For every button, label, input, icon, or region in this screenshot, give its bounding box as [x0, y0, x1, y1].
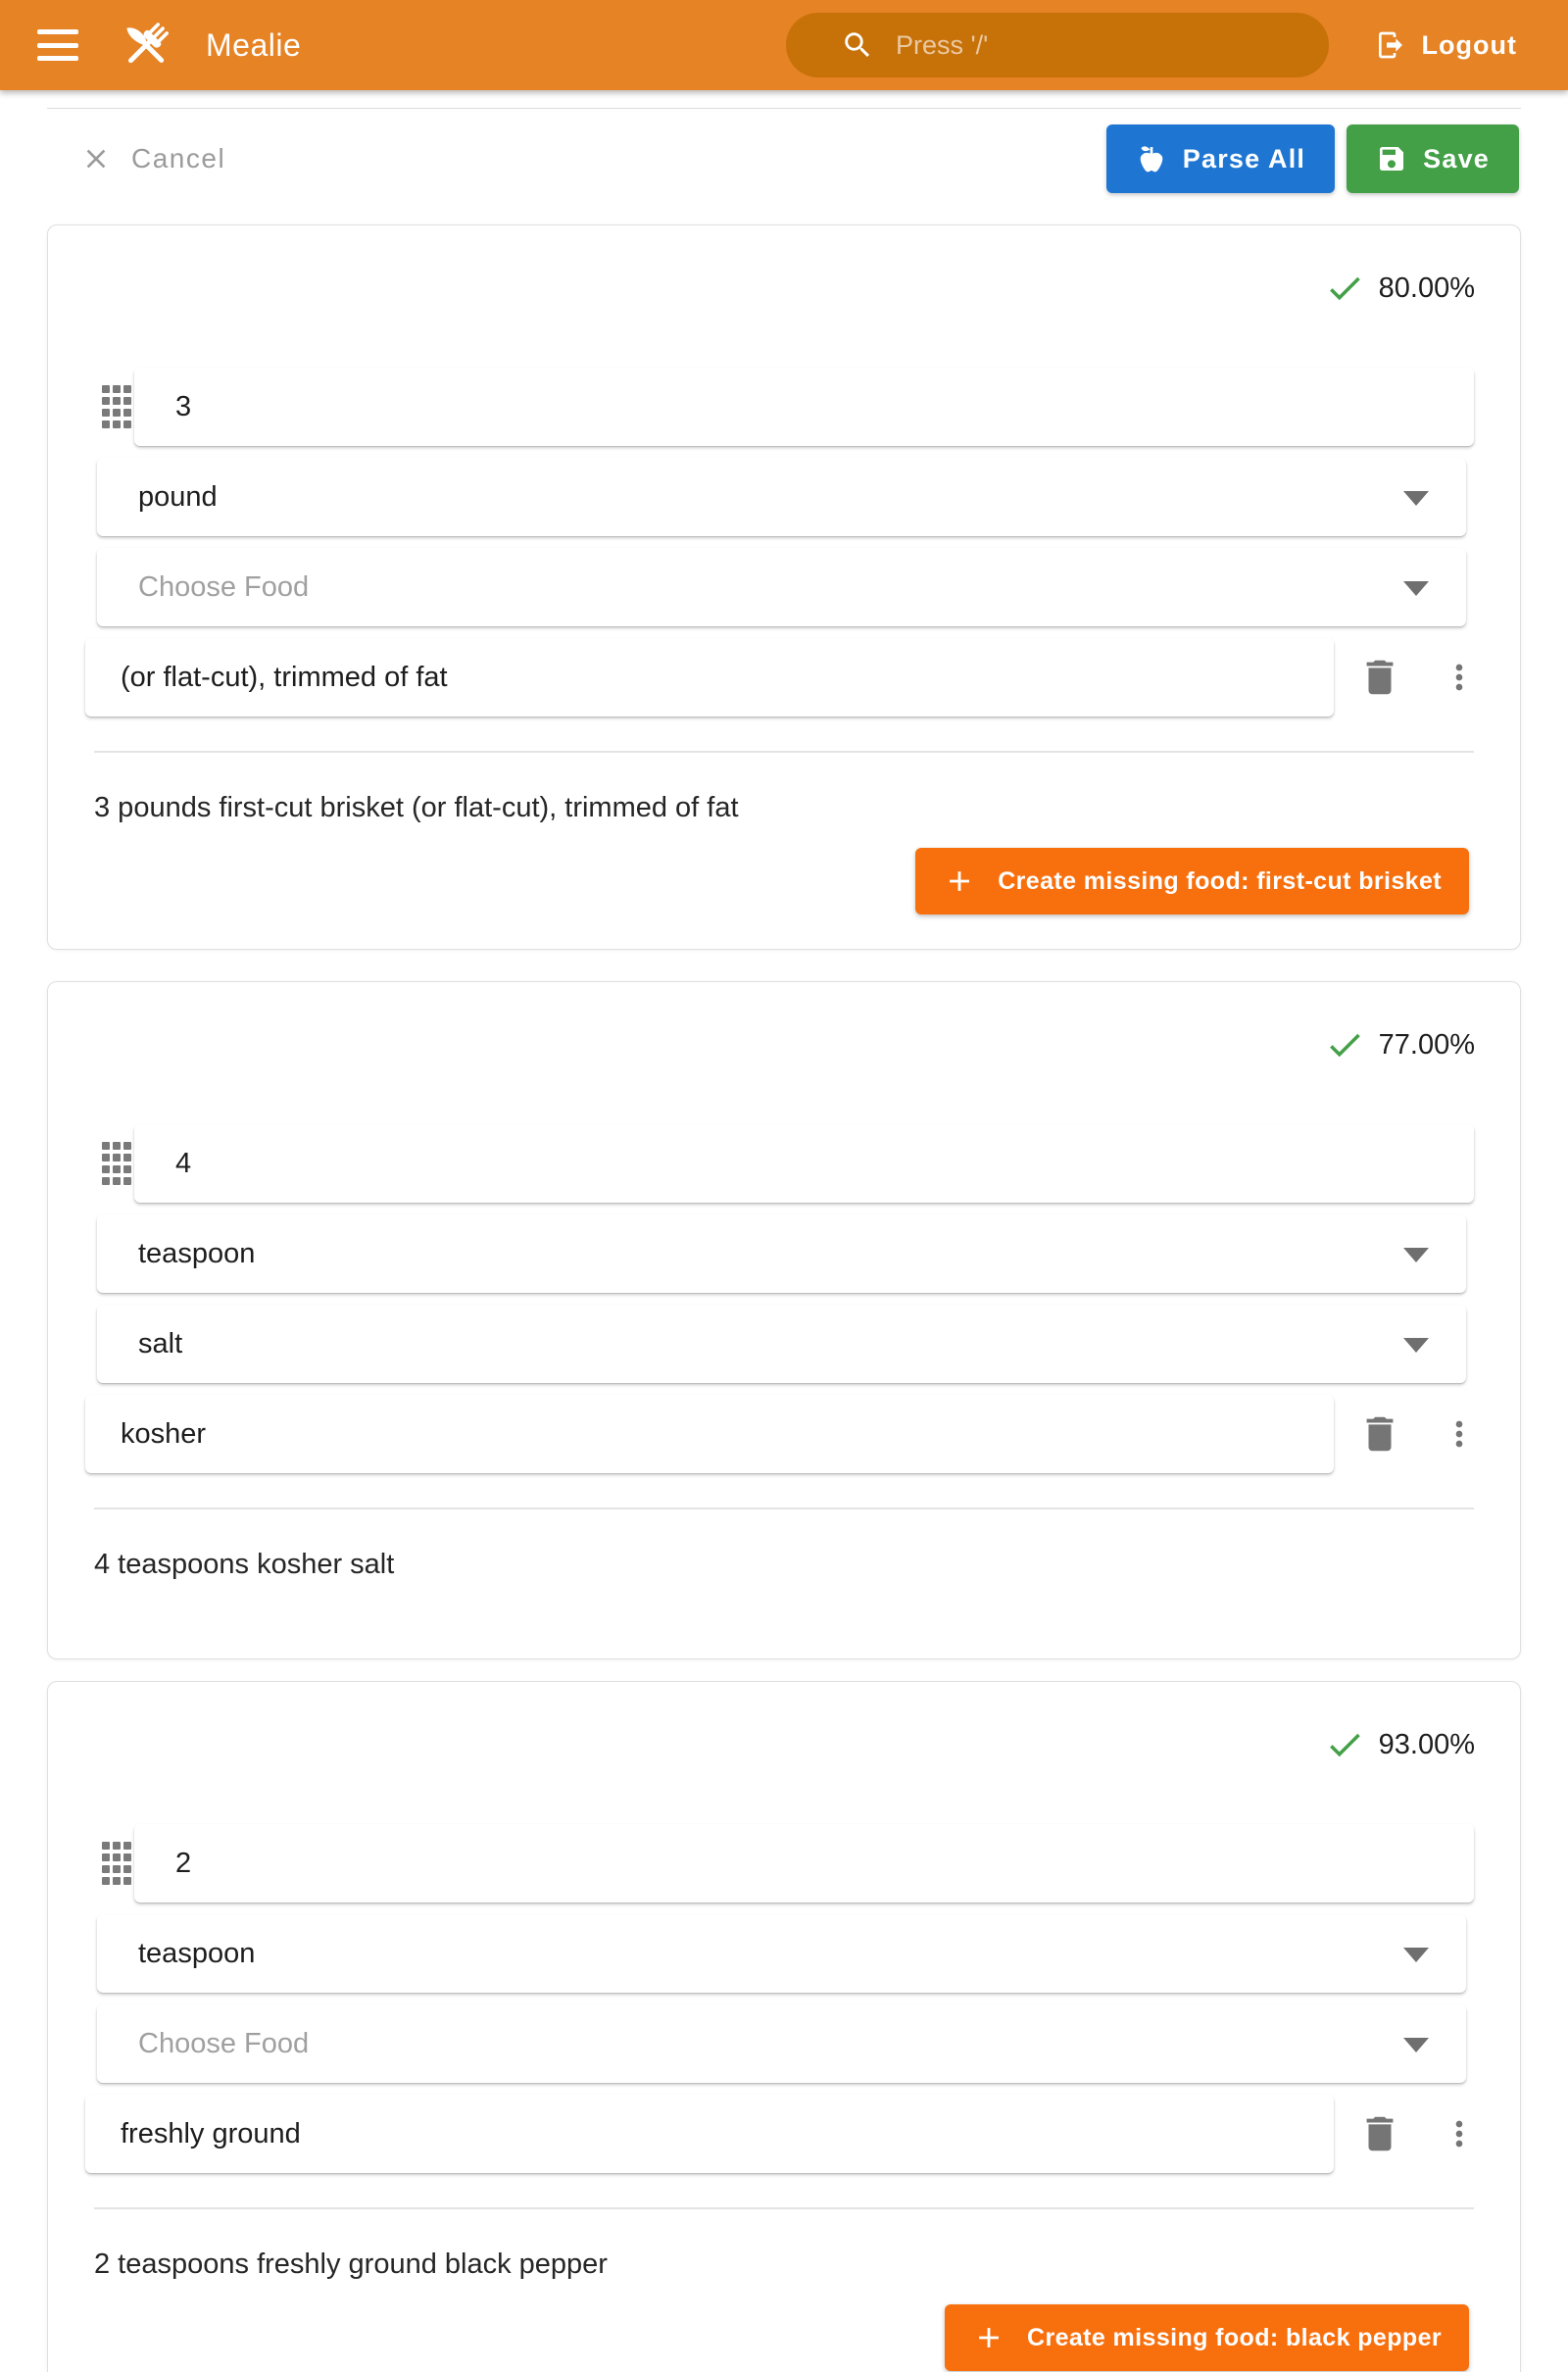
search-bar[interactable] [786, 13, 1329, 77]
search-icon [841, 28, 874, 62]
note-input[interactable] [85, 1395, 1334, 1473]
divider [94, 751, 1474, 753]
app-bar [0, 0, 1568, 90]
unit-input[interactable] [97, 1214, 1466, 1293]
confidence-value: 80.00% [1378, 272, 1475, 304]
unit-input[interactable] [97, 1914, 1466, 1993]
drag-handle-icon[interactable] [102, 384, 131, 429]
more-options-button[interactable] [1440, 2111, 1479, 2156]
more-options-button[interactable] [1440, 1411, 1479, 1457]
save-icon [1376, 143, 1407, 174]
close-icon [80, 143, 112, 174]
food-select[interactable] [97, 2004, 1466, 2083]
note-input[interactable] [85, 638, 1334, 717]
unit-select[interactable] [97, 1214, 1466, 1293]
dots-vertical-icon [1440, 655, 1479, 700]
check-icon [1324, 1024, 1365, 1065]
unit-select[interactable] [97, 1914, 1466, 1993]
divider [94, 2207, 1474, 2209]
quantity-field [134, 1824, 1474, 1903]
logout-icon [1375, 29, 1406, 61]
confidence-row [48, 265, 1520, 312]
quantity-input[interactable] [134, 1824, 1474, 1903]
confidence-row [48, 1721, 1520, 1768]
check-icon [1324, 268, 1365, 309]
parse-all-button[interactable] [1106, 124, 1335, 193]
confidence-value: 93.00% [1378, 1728, 1475, 1760]
dots-vertical-icon [1440, 1411, 1479, 1457]
trash-icon [1357, 655, 1402, 700]
note-field [85, 1395, 1334, 1473]
original-ingredient-text: 4 teaspoons kosher salt [94, 1549, 395, 1580]
parse-all-label: Parse All [1182, 143, 1306, 173]
save-button[interactable] [1347, 124, 1519, 193]
quantity-input[interactable] [134, 1124, 1474, 1203]
more-options-button[interactable] [1440, 655, 1479, 700]
delete-ingredient-button[interactable] [1357, 655, 1402, 700]
parser-action-bar [47, 108, 1521, 193]
food-select[interactable] [97, 1305, 1466, 1383]
create-missing-food-button[interactable] [945, 2304, 1469, 2371]
unit-input[interactable] [97, 458, 1466, 536]
hamburger-menu-icon[interactable] [37, 29, 78, 61]
create-missing-food-label: Create missing food: black pepper [1026, 2323, 1442, 2351]
food-input[interactable] [97, 2004, 1466, 2083]
trash-icon [1357, 2111, 1402, 2156]
note-field [85, 638, 1334, 717]
original-ingredient-text: 3 pounds first-cut brisket (or flat-cut), trimmed of fat [94, 792, 739, 823]
plus-icon [972, 2321, 1005, 2354]
unit-select[interactable] [97, 458, 1466, 536]
create-missing-food-label: Create missing food: first-cut brisket [998, 866, 1442, 895]
plus-icon [943, 865, 976, 898]
cancel-label: Cancel [131, 143, 226, 173]
quantity-field [134, 368, 1474, 446]
original-ingredient-text: 2 teaspoons freshly ground black pepper [94, 2248, 608, 2280]
ingredient-card [47, 224, 1521, 950]
confidence-row [48, 1021, 1520, 1068]
quantity-input[interactable] [134, 368, 1474, 446]
quantity-field [134, 1124, 1474, 1203]
save-label: Save [1423, 143, 1490, 173]
note-input[interactable] [85, 2095, 1334, 2173]
food-input[interactable] [97, 1305, 1466, 1383]
ingredient-card [47, 1681, 1521, 2372]
dots-vertical-icon [1440, 2111, 1479, 2156]
create-missing-food-button[interactable] [915, 848, 1469, 914]
app-title: Mealie [206, 26, 302, 63]
ingredient-parser-list [47, 224, 1521, 2372]
delete-ingredient-button[interactable] [1357, 2111, 1402, 2156]
ingredient-card [47, 981, 1521, 1659]
food-select[interactable] [97, 548, 1466, 626]
search-input[interactable] [894, 29, 1305, 62]
check-icon [1324, 1724, 1365, 1765]
delete-ingredient-button[interactable] [1357, 1411, 1402, 1457]
confidence-value: 77.00% [1378, 1028, 1475, 1061]
food-input[interactable] [97, 548, 1466, 626]
mealie-logo-icon [116, 15, 176, 75]
drag-handle-icon[interactable] [102, 1141, 131, 1186]
cancel-button[interactable] [74, 142, 231, 175]
apple-icon [1136, 143, 1167, 174]
drag-handle-icon[interactable] [102, 1841, 131, 1886]
note-field [85, 2095, 1334, 2173]
logout-label: Logout [1421, 29, 1517, 60]
divider [94, 1507, 1474, 1509]
logout-button[interactable] [1369, 28, 1523, 62]
trash-icon [1357, 1411, 1402, 1457]
